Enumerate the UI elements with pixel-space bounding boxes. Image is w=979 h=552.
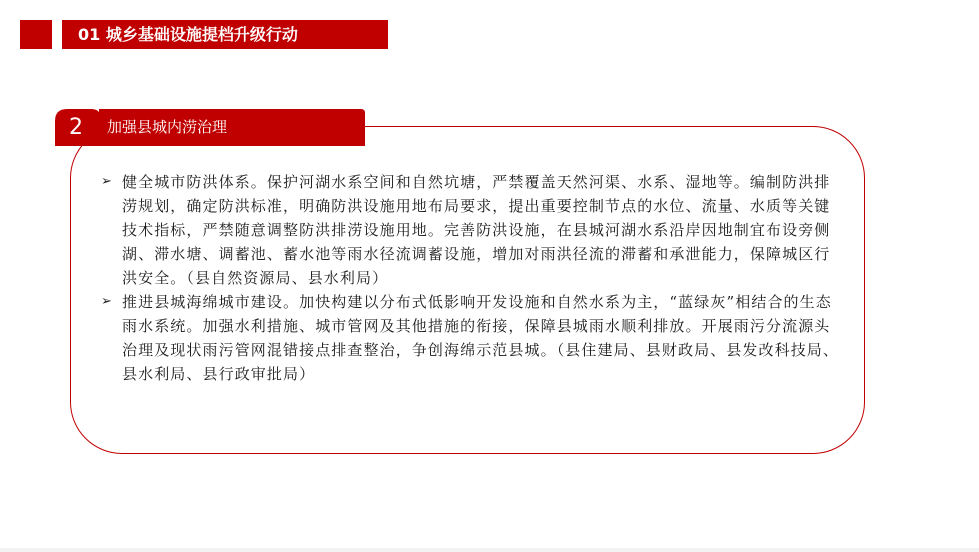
- bullet-list: [101, 170, 841, 386]
- section-title: 加强县城内涝治理: [107, 118, 228, 136]
- list-item: [101, 290, 841, 386]
- page-title: 01 城乡基础设施提档升级行动: [62, 20, 388, 49]
- section-number: 2: [69, 115, 83, 140]
- list-item: [101, 170, 841, 290]
- section-tab: [55, 109, 365, 146]
- arrow-bullet-icon: ➢: [101, 294, 112, 309]
- header-accent-block: [20, 20, 52, 49]
- list-item-text: 推进县城海绵城市建设。加快构建以分布式低影响开发设施和自然水系为主，“蓝绿灰”相结合的生态雨水系统。加强水利措施、城市管网及其他措施的衔接，保障县城雨水顺利排放。开展雨污分流源头治理及现状雨污管网混错接点排查整治，争创海绵示范县城。（县住建局、县财政局、县发改科技局、县水利局、县行政审批局）: [122, 293, 840, 383]
- list-item-text: 健全城市防洪体系。保护河湖水系空间和自然坑塘，严禁覆盖天然河渠、水系、湿地等。编制防洪排涝规划，确定防洪标准，明确防洪设施用地布局要求，提出重要控制节点的水位、流量、水质等关键技术指标，严禁随意调整防洪排涝设施用地。完善防洪设施，在县城河湖水系沿岸因地制宜布设旁侧湖、滞水塘、调蓄池、蓄水池等雨水径流调蓄设施，增加对雨洪径流的滞蓄和承泄能力，保障城区行洪安全。（县自然资源局、县水利局）: [122, 173, 831, 287]
- arrow-bullet-icon: ➢: [101, 174, 112, 189]
